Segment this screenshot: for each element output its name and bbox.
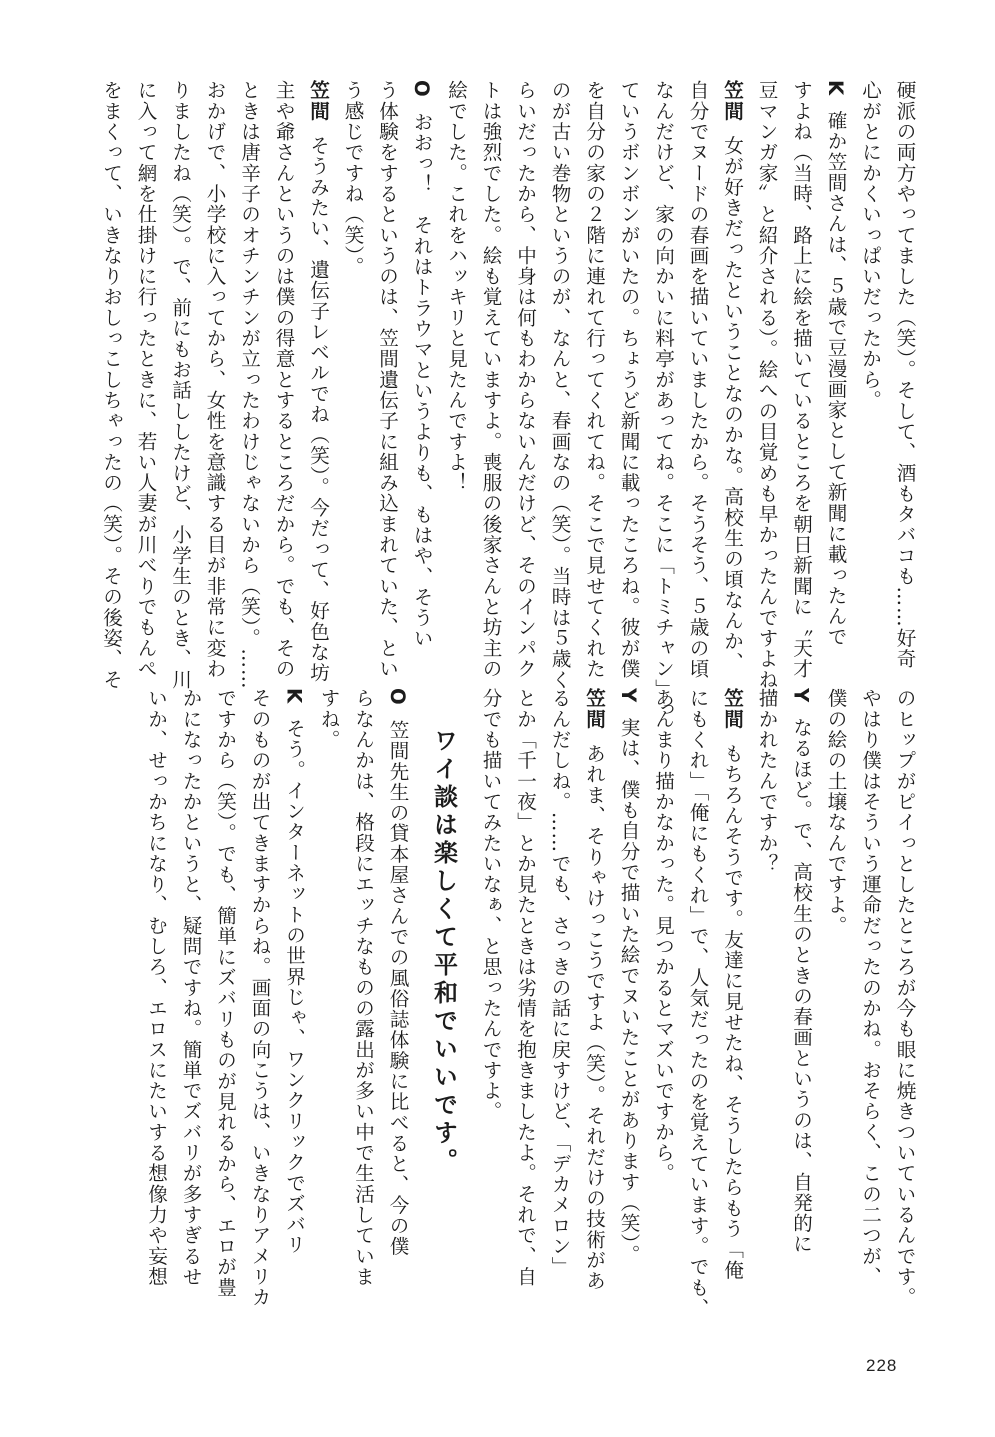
text-line: 心がとにかくいっぱいだったから。 xyxy=(858,80,882,411)
text-line: ていうボンボンがいたの。ちょうど新聞に載ったころね。彼が僕 xyxy=(617,80,640,679)
section-heading: ワイ談は楽しくて平和でいいです。 xyxy=(429,728,458,1176)
text-line: あんまり描かなかった。見つかるとマズいですから。 xyxy=(651,688,675,1184)
speaker-label: 笠間 xyxy=(720,80,744,122)
text-line: 絵でした。これをハッキリと見たんですよ！ xyxy=(444,80,468,493)
text-line: ですから（笑）。でも、簡単にズバリものが見れるから、エロが豊 xyxy=(213,688,237,1298)
text-line: 描かれたんですか？ xyxy=(755,688,778,874)
speaker-label: 笠間 xyxy=(720,688,744,730)
text-line: のが古い巻物というのが、なんと、春画なの（笑）。当時は５歳く xyxy=(548,80,571,690)
text-line: かになったかというと、疑問ですね。簡単でズバリが多すぎるせ xyxy=(179,688,202,1287)
page-number: 228 xyxy=(866,1356,898,1375)
speaker-label: Y xyxy=(789,688,813,704)
dialogue-line: 笠間あれま、そりゃけっこうですよ（笑）。それだけの技術があ xyxy=(582,688,606,1292)
text-line: すね。 xyxy=(317,688,340,750)
dialogue-line: Kそう。インターネットの世界じゃ、ワンクリックでズバリ xyxy=(282,688,306,1256)
text-line: りましたね（笑）。で、前にもお話ししたけど、小学生のとき、川 xyxy=(168,80,192,690)
text-line: 豆マンガ家〟と紹介される）。絵への目覚めも早かったんですよね。 xyxy=(755,80,778,711)
dialogue-line: 笠間そうみたい、遺伝子レベルでね（笑）。今だって、好色な坊 xyxy=(306,80,330,684)
text-line: う体験をするというのは、笠間遺伝子に組み込まれていた、とい xyxy=(375,80,399,679)
speaker-label: 笠間 xyxy=(582,688,606,730)
speaker-label: Y xyxy=(617,688,640,704)
speaker-label: O xyxy=(410,80,433,98)
dialogue-line: Oおおっ！ それはトラウマというよりも、もはや、そうい xyxy=(410,80,433,649)
text-line: 主や爺さんというのは僕の得意とするところだから。でも、その xyxy=(272,80,295,679)
text-line: とか「千一夜」とか見たときは劣情を抱きましたよ。それで、自 xyxy=(513,688,537,1287)
text-line: いか、せっかちになり、むしろ、エロスにたいする想像力や妄想 xyxy=(144,688,168,1287)
text-line: 硬派の両方やってました（笑）。そして、酒もタバコも……好奇 xyxy=(893,80,916,670)
dialogue-line: 笠間もちろんそうです。友達に見せたね、そうしたらもう「俺 xyxy=(720,688,744,1281)
text-line: なんだけど、家の向かいに料亭があってね。そこに「トミチャン」っ xyxy=(651,80,675,721)
text-line: にもくれ」「俺にもくれ」で、人気だったのを覚えています。でも、 xyxy=(686,688,709,1319)
text-line: るんだしね。……でも、さっきの話に戻すけど、「デカメロン」 xyxy=(548,688,571,1278)
dialogue-line: O笠間先生の貸本屋さんでの風俗誌体験に比べると、今の僕 xyxy=(386,688,409,1257)
text-line: おかげで、小学校に入ってから、女性を意識する目が非常に変わ xyxy=(203,80,226,679)
dialogue-line: 笠間女が好きだったということなのかな。高校生の頃なんか、 xyxy=(720,80,744,673)
upper-text-block xyxy=(76,80,921,721)
text-line: 僕の絵の土壌なんですよ。 xyxy=(824,688,847,936)
text-line: やはり僕はそういう運命だったのかね。おそらく、この二つが、 xyxy=(858,688,882,1287)
dialogue-line: Y実は、僕も自分で描いた絵でヌいたことがあります（笑）。 xyxy=(617,688,640,1265)
text-line: のヒップがピイっとしたところが今も眼に焼きついているんです。 xyxy=(893,688,916,1308)
speaker-label: K xyxy=(824,80,847,97)
text-line: ときは唐辛子のオチンチンが立ったわけじゃないから（笑）。…… xyxy=(237,80,261,690)
speaker-label: O xyxy=(386,688,409,706)
speaker-label: K xyxy=(282,688,306,705)
dialogue-line: K確か笠間さんは、５歳で豆漫画家として新聞に載ったんで xyxy=(824,80,847,648)
lower-text-block xyxy=(76,688,921,1319)
text-line: に入って網を仕掛けに行ったときに、若い人妻が川べりでもんぺ xyxy=(134,80,157,679)
text-line: すよね（当時、路上に絵を描いているところを朝日新聞に〝天才 xyxy=(789,80,813,679)
text-line: らいだったから、中身は何もわからないんだけど、そのインパク xyxy=(513,80,537,679)
text-line: う感じですね（笑）。 xyxy=(341,80,364,277)
text-line: らなんかは、格段にエッチなものの露出が多い中で生活していま xyxy=(351,688,375,1287)
text-line: トは強烈でした。絵も覚えていますよ。喪服の後家さんと坊主の xyxy=(479,80,502,679)
text-line: 分でも描いてみたいなぁ、と思ったんですよ。 xyxy=(479,688,502,1122)
text-line: 自分でヌードの春画を描いていましたから。そうそう、５歳の頃 xyxy=(686,80,709,679)
text-line: を自分の家の２階に連れて行ってくれてね。そこで見せてくれた xyxy=(582,80,606,679)
speaker-label: 笠間 xyxy=(306,80,330,122)
text-line: そのものが出てきますからね。画面の向こうは、いきなりアメリカ xyxy=(248,688,271,1308)
text-line: をまくって、いきなりおしっこしちゃったの（笑）。その後姿、そ xyxy=(99,80,123,690)
dialogue-line: Yなるほど。で、高校生のときの春画というのは、自発的に xyxy=(789,688,813,1255)
